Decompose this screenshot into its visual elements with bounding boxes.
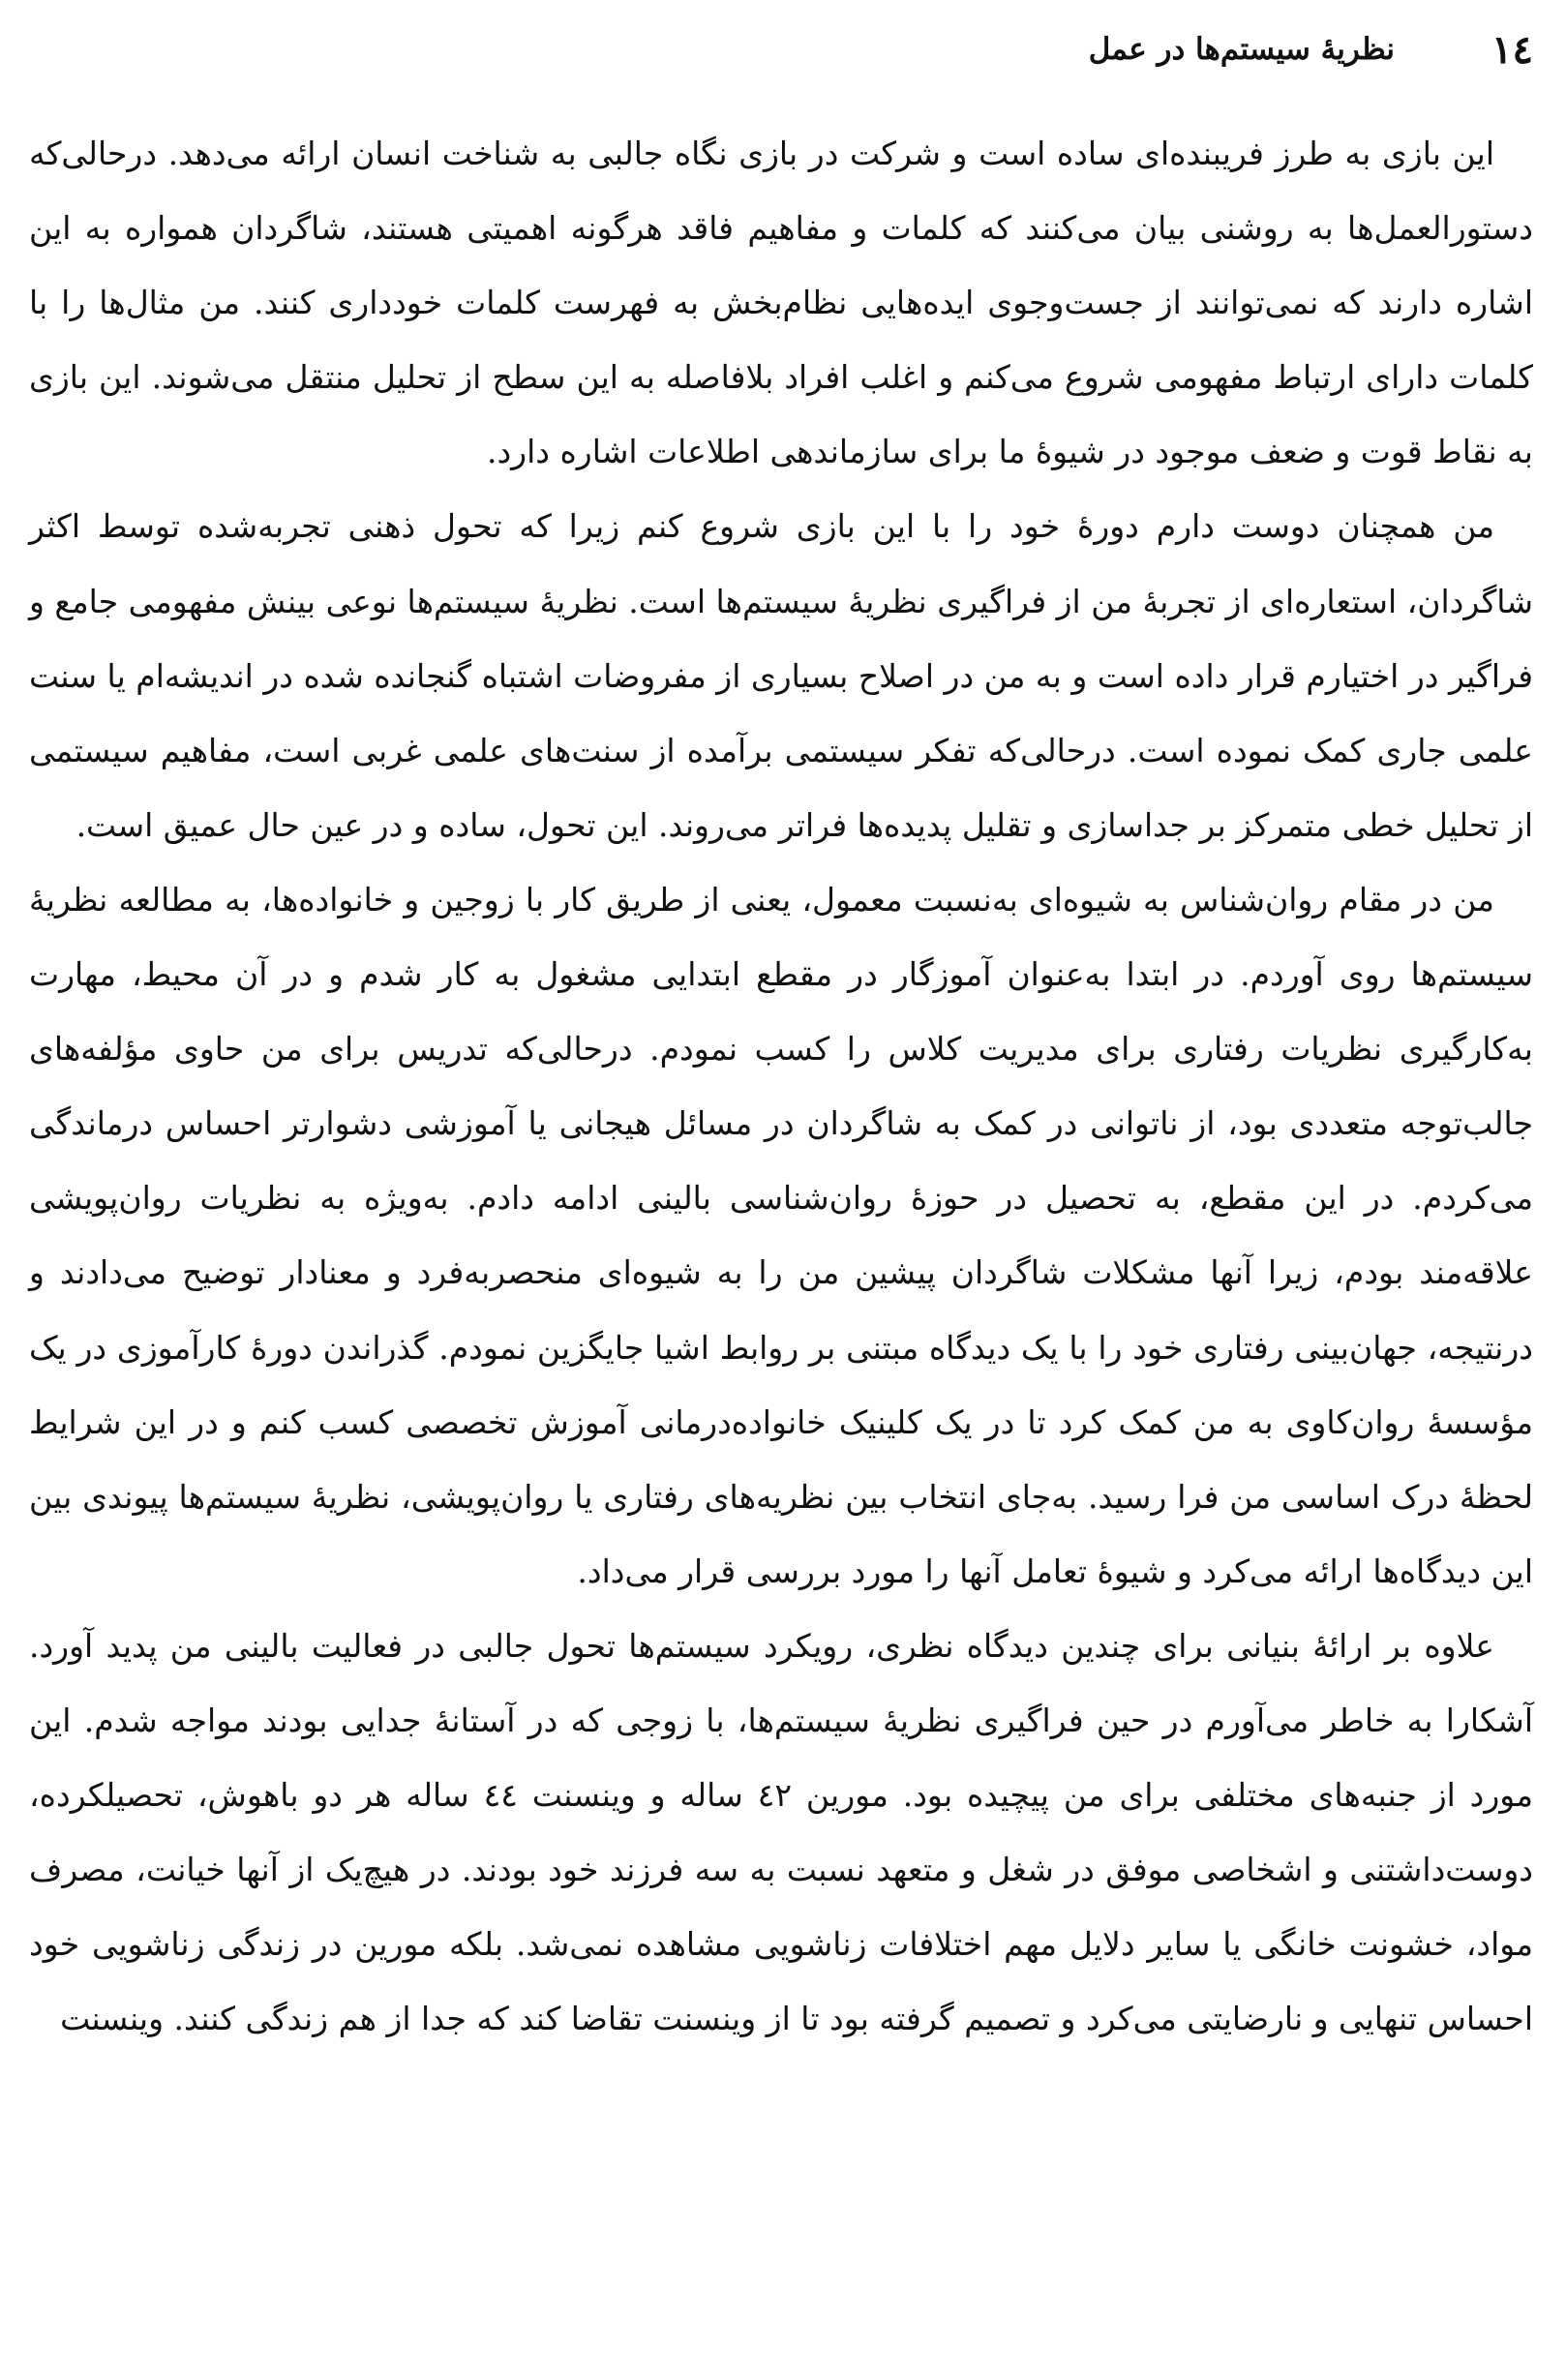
- running-title: نظریۀ سیستم‌ها در عمل: [1088, 32, 1396, 67]
- page-number: ١٤: [1491, 26, 1533, 73]
- paragraph-1: این بازی به طرز فریبنده‌ای ساده است و شرکت در بازی نگاه جالبی به شناخت انسان ارائه می‌دهد. درحالی‌که دستورالعمل‌ها به روشنی بیان می‌کنند که کلمات و مفاهیم فاقد هرگونه اهمیتی هستند، شاگردان همواره به این اشاره دارند که نمی‌توانند از جست‌وجوی ایده‌هایی نظام‌بخش به فهرست کلمات خودداری کنند. من مثال‌ها را با کلمات دارای ارتباط مفهومی شروع می‌کنم و اغلب افراد بلافاصله به این سطح از تحلیل منتقل می‌شوند. این بازی به نقاط قوت و ضعف موجود در شیوۀ ما برای سازماندهی اطلاعات اشاره دارد.: [29, 135, 1533, 471]
- running-header: [29, 27, 1533, 72]
- body-text: [29, 116, 1533, 2056]
- paragraph-3: من در مقام روان‌شناس به شیوه‌ای به‌نسبت معمول، یعنی از طریق کار با زوجین و خانواده‌ها، به مطالعه نظریۀ سیستم‌ها روی آوردم. در ابتدا به‌عنوان آموزگار در مقطع ابتدایی مشغول به کار شدم و در آن محیط، مهارت به‌کارگیری نظریات رفتاری برای مدیریت کلاس را کسب نمودم. درحالی‌که تدریس برای من حاوی مؤلفه‌های جالب‌توجه متعددی بود، از ناتوانی در کمک به شاگردان در مسائل هیجانی یا آموزشی دشوارتر احساس درماندگی می‌کردم. در این مقطع، به تحصیل در حوزۀ روان‌شناسی بالینی ادامه دادم. به‌ویژه به نظریات روان‌پویشی علاقه‌مند بودم، زیرا آنها مشکلات شاگردان پیشین من را به شیوه‌ای منحصربه‌فرد و معنادار توضیح می‌دادند و درنتیجه، جهان‌بینی رفتاری خود را با یک دیدگاه مبتنی بر روابط اشیا جایگزین نمودم. گذراندن دورۀ کارآموزی در یک مؤسسۀ روان‌کاوی به من کمک کرد تا در یک کلینیک خانواده‌درمانی آموزش تخصصی کسب کنم و در این شرایط لحظۀ درک اساسی من فرا رسید. به‌جای انتخاب بین نظریه‌های رفتاری یا روان‌پویشی، نظریۀ سیستم‌ها پیوندی بین این دیدگاه‌ها ارائه می‌کرد و شیوۀ تعامل آنها را مورد بررسی قرار می‌داد.: [29, 880, 1533, 1590]
- paragraph-2: من همچنان دوست دارم دورۀ خود را با این بازی شروع کنم زیرا که تحول ذهنی تجربه‌شده توسط اکثر شاگردان، استعاره‌ای از تجربۀ من از فراگیری نظریۀ سیستم‌ها است. نظریۀ سیستم‌ها نوعی بینش مفهومی جامع و فراگیر در اختیارم قرار داده است و به من در اصلاح بسیاری از مفروضات اشتباه گنجانده شده در اندیشه‌ام یا سنت علمی جاری کمک نموده است. درحالی‌که تفکر سیستمی برآمده از سنت‌های علمی غربی است، مفاهیم سیستمی از تحلیل خطی متمرکز بر جداسازی و تقلیل پدیده‌ها فراتر می‌روند. این تحول، ساده و در عین حال عمیق است.: [29, 507, 1533, 844]
- paragraph-4: علاوه بر ارائۀ بنیانی برای چندین دیدگاه نظری، رویکرد سیستم‌ها تحول جالبی در فعالیت بالینی من پدید آورد. آشکارا به خاطر می‌آورم در حین فراگیری نظریۀ سیستم‌ها، با زوجی که در آستانۀ جدایی بودند مواجه شدم. این مورد از جنبه‌های مختلفی برای من پیچیده بود. مورین ٤٢ ساله و وینسنت ٤٤ ساله هر دو باهوش، تحصیلکرده، دوست‌داشتنی و اشخاصی موفق در شغل و متعهد نسبت به سه فرزند خود بودند. در هیچ‌یک از آنها خیانت، مصرف مواد، خشونت خانگی یا سایر دلایل مهم اختلافات زناشویی مشاهده نمی‌شد. بلکه مورین در زندگی زناشویی خود احساس تنهایی و نارضایتی می‌کرد و تصمیم گرفته بود تا از وینسنت تقاضا کند که جدا از هم زندگی کنند. وینسنت: [29, 1626, 1533, 2038]
